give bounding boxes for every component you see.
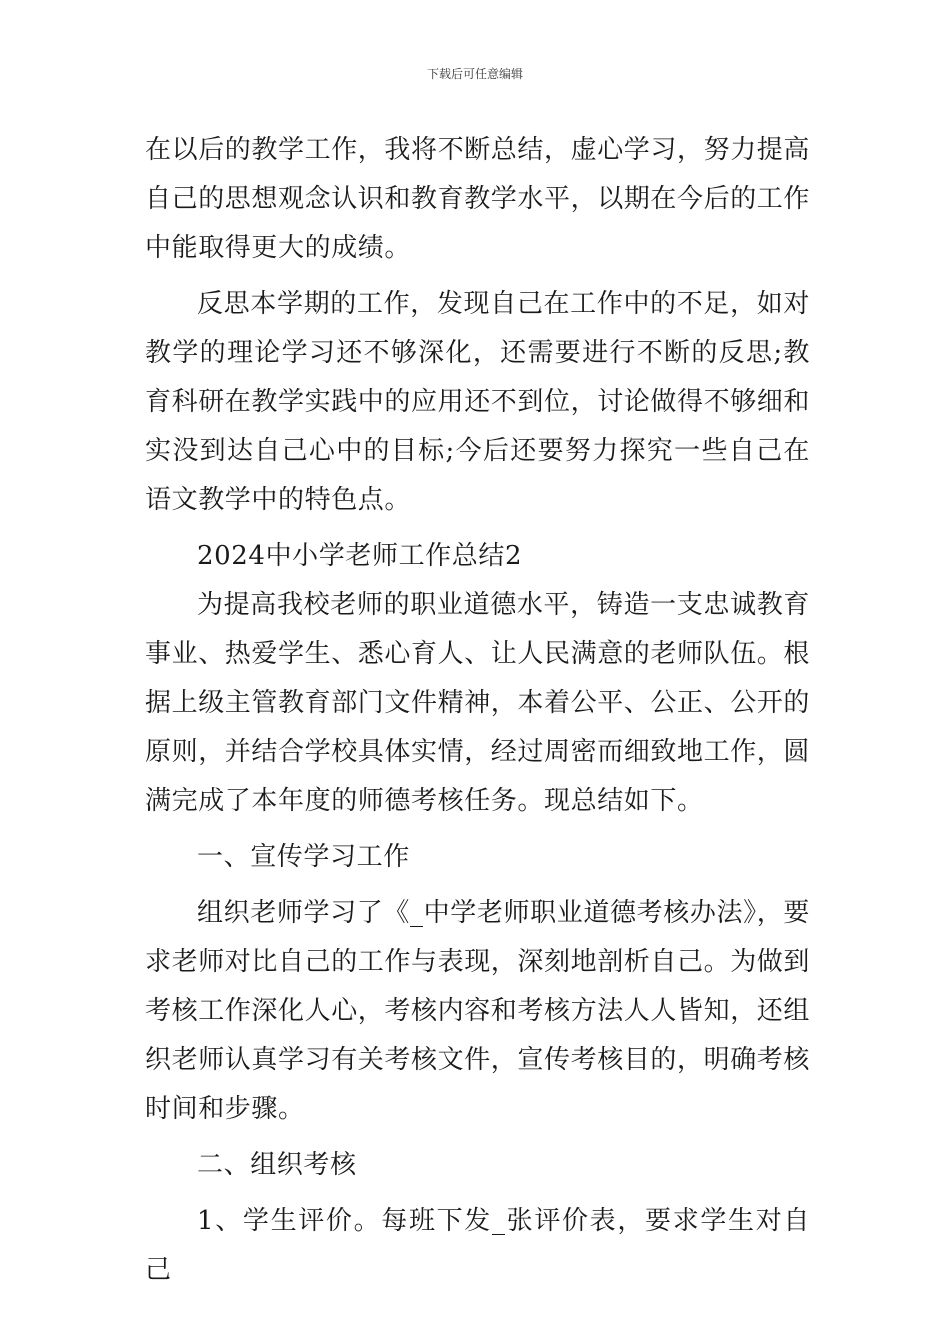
page-header: 下载后可任意编辑 bbox=[426, 67, 523, 81]
heading-1: 一、宣传学习工作 bbox=[197, 842, 410, 872]
paragraph-2: 反思本学期的工作，发现自己在工作中的不足，如对教学的理论学习还不够深化，还需要进行不断的反思;教育科研在教学实践中的应用还不到位，讨论做得不够细和实没到达自己心中的目标;今后还要努力探究一些自己在语文教学中的特色点。 bbox=[145, 289, 811, 515]
paragraph-1: 在以后的教学工作，我将不断总结，虚心学习，努力提高自己的思想观念认识和教育教学水平，以期在今后的工作中能取得更大的成绩。 bbox=[145, 135, 811, 263]
section-title: 2024中小学老师工作总结2 bbox=[197, 541, 523, 571]
paragraph-4: 组织老师学习了《_中学老师职业道德考核办法》，要求老师对比自己的工作与表现，深刻地剖析自己。为做到考核工作深化人心，考核内容和考核方法人人皆知，还组织老师认真学习有关考核文件，宣传考核目的，明确考核时间和步骤。 bbox=[145, 898, 811, 1124]
document-body bbox=[145, 126, 810, 1295]
paragraph-5: 1、学生评价。每班下发_张评价表，要求学生对自己 bbox=[145, 1206, 810, 1285]
paragraph-3: 为提高我校老师的职业道德水平，铸造一支忠诚教育事业、热爱学生、悉心育人、让人民满意的老师队伍。根据上级主管教育部门文件精神，本着公平、公正、公开的原则，并结合学校具体实情，经过周密而细致地工作，圆满完成了本年度的师德考核任务。现总结如下。 bbox=[145, 590, 811, 816]
heading-2: 二、组织考核 bbox=[197, 1150, 357, 1180]
